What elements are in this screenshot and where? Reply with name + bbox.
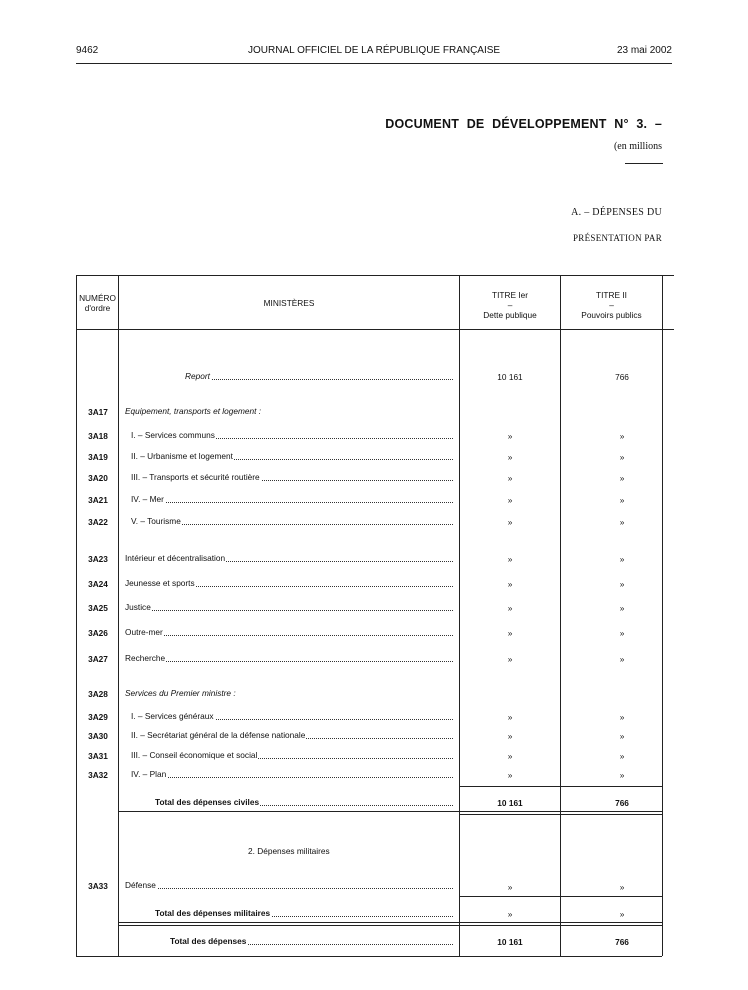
col-header-titre2-line2: – [609, 300, 614, 310]
row-number: 3A27 [88, 654, 108, 664]
total-militaires-label-wrap [155, 908, 453, 919]
titre1-col-border [459, 275, 460, 956]
row-label-text: II. – Secrétariat général de la défense nationale [131, 730, 306, 740]
row-titre1-value: » [507, 473, 513, 483]
row-label [131, 516, 453, 527]
row-label-text: Intérieur et décentralisation [125, 553, 226, 563]
header-rule [76, 63, 672, 64]
publication-date: 23 mai 2002 [616, 45, 672, 56]
total-militaires-label: Total des dépenses militaires [155, 908, 271, 918]
row-number: 3A22 [88, 517, 108, 527]
row-titre1-value: » [507, 517, 513, 527]
row-label [125, 653, 453, 664]
table-top-border [76, 275, 674, 276]
row-titre1-value: » [507, 770, 513, 780]
unit-rule [625, 163, 663, 164]
row-titre2-value: » [619, 579, 625, 589]
total-titre2: 766 [615, 937, 629, 947]
row-titre2-value: » [619, 654, 625, 664]
row-number: 3A32 [88, 770, 108, 780]
row-group-heading [125, 688, 453, 699]
row-label [125, 627, 453, 638]
total-label-wrap [170, 936, 453, 947]
row-label-text: Services du Premier ministre : [125, 688, 236, 698]
defense-titre1: » [507, 882, 513, 892]
row-number: 3A28 [88, 689, 108, 699]
leader-dots [131, 502, 453, 503]
row-label [131, 494, 453, 505]
row-number: 3A33 [88, 881, 108, 891]
leader-dots [131, 777, 453, 778]
row-number: 3A26 [88, 628, 108, 638]
report-row-label [185, 371, 453, 382]
leader-dots [125, 635, 453, 636]
section-rule-1 [118, 811, 662, 812]
col-header-ministeres: MINISTÈRES [263, 298, 315, 308]
leader-dots [125, 661, 453, 662]
row-label [131, 711, 453, 722]
document-title: DOCUMENT DE DÉVELOPPEMENT N° 3. – [385, 117, 662, 131]
num-col-border [118, 275, 119, 956]
row-label-text: Justice [125, 602, 151, 612]
leader-dots [125, 610, 453, 611]
row-label-text: III. – Transports et sécurité routière [131, 472, 260, 482]
section-title: A. – DÉPENSES DU [571, 207, 662, 218]
row-label-text: Outre-mer [125, 627, 163, 637]
row-number: 3A19 [88, 452, 108, 462]
row-titre1-value: » [507, 654, 513, 664]
total-top-rule-2 [118, 925, 662, 926]
row-number: 3A21 [88, 495, 108, 505]
row-titre1-value: » [507, 495, 513, 505]
row-label [131, 769, 453, 780]
row-titre2-value: » [619, 473, 625, 483]
row-label-text: I. – Services communs [131, 430, 215, 440]
report-label: Report [185, 371, 210, 381]
row-titre1-value: » [507, 431, 513, 441]
total-militaires-titre1: » [507, 909, 513, 919]
row-number: 3A29 [88, 712, 108, 722]
titre2-right-border [662, 275, 663, 956]
col-header-titre1-line1: TITRE Ier [492, 290, 528, 300]
total-civiles-titre1: 10 161 [497, 798, 523, 808]
leader-dots [125, 888, 453, 889]
total-label: Total des dépenses [170, 936, 247, 946]
total-civiles-label-wrap [155, 797, 453, 808]
total-titre1: 10 161 [497, 937, 523, 947]
row-label-text: V. – Tourisme [131, 516, 181, 526]
row-label-text: IV. – Plan [131, 769, 167, 779]
row-label [131, 730, 453, 741]
table-header-border [76, 329, 674, 330]
row-titre1-value: » [507, 712, 513, 722]
row-number: 3A25 [88, 603, 108, 613]
row-titre1-value: » [507, 554, 513, 564]
row-label [131, 451, 453, 462]
defense-titre2: » [619, 882, 625, 892]
row-label-text: Recherche [125, 653, 166, 663]
page-number: 9462 [76, 45, 99, 56]
row-titre2-value: » [619, 431, 625, 441]
row-titre2-value: » [619, 751, 625, 761]
row-titre1-value: » [507, 628, 513, 638]
row-titre2-value: » [619, 712, 625, 722]
row-titre1-value: » [507, 603, 513, 613]
row-titre2-value: » [619, 452, 625, 462]
row-label [125, 578, 453, 589]
row-label [131, 472, 453, 483]
total-civiles-label: Total des dépenses civiles [155, 797, 260, 807]
row-label-text: III. – Conseil économique et social [131, 750, 258, 760]
row-titre1-value: » [507, 452, 513, 462]
table-bottom-border [76, 956, 662, 957]
row-number: 3A24 [88, 579, 108, 589]
row-label-text: I. – Services généraux [131, 711, 214, 721]
row-titre2-value: » [619, 603, 625, 613]
row-number: 3A20 [88, 473, 108, 483]
row-label [125, 553, 453, 564]
row-label-text: II. – Urbanisme et logement [131, 451, 233, 461]
total-civiles-titre2: 766 [615, 798, 629, 808]
row-titre2-value: » [619, 628, 625, 638]
row-label [131, 430, 453, 441]
total-top-rule-1 [118, 922, 662, 923]
col-header-num [77, 293, 118, 313]
row-group-heading [125, 406, 453, 417]
row-titre2-value: » [619, 770, 625, 780]
leader-dots [185, 379, 453, 380]
row-number: 3A31 [88, 751, 108, 761]
row-titre1-value: » [507, 731, 513, 741]
total-militaires-titre2: » [619, 909, 625, 919]
unit-note: (en millions [613, 141, 662, 152]
row-titre2-value: » [619, 554, 625, 564]
section-rule-2 [459, 814, 662, 815]
row-titre2-value: » [619, 731, 625, 741]
report-titre2: 766 [615, 372, 629, 382]
row-label-text: IV. – Mer [131, 494, 164, 504]
section-2-title-text: 2. Dépenses militaires [248, 846, 330, 856]
col-header-num-line1: NUMÉRO [79, 293, 116, 303]
total-civiles-top-rule [459, 786, 662, 787]
col-header-titre2 [561, 290, 662, 320]
row-number: 3A30 [88, 731, 108, 741]
defense-label: Défense [125, 880, 156, 890]
col-header-titre2-line3: Pouvoirs publics [581, 310, 642, 320]
col-header-titre1-line2: – [507, 300, 513, 310]
row-number: 3A18 [88, 431, 108, 441]
defense-label-wrap [125, 880, 453, 891]
journal-title: JOURNAL OFFICIEL DE LA RÉPUBLIQUE FRANÇAISE [248, 45, 501, 56]
row-titre1-value: » [507, 579, 513, 589]
row-number: 3A23 [88, 554, 108, 564]
row-number: 3A17 [88, 407, 108, 417]
col-header-titre2-line1: TITRE II [596, 290, 627, 300]
col-header-num-line2: d'ordre [84, 303, 111, 313]
titre2-col-border [560, 275, 561, 956]
row-label [125, 602, 453, 613]
table-left-border [76, 275, 77, 956]
row-label-text: Equipement, transports et logement : [125, 406, 262, 416]
section-subtitle: PRÉSENTATION PAR [572, 233, 662, 243]
row-titre2-value: » [619, 495, 625, 505]
report-titre1: 10 161 [497, 372, 523, 382]
row-label-text: Jeunesse et sports [125, 578, 195, 588]
row-label [131, 750, 453, 761]
total-militaires-top-rule [459, 896, 662, 897]
section-2-title [248, 846, 330, 856]
col-header-titre1-line3: Dette publique [483, 310, 537, 320]
col-header-titre1 [460, 290, 560, 320]
row-titre1-value: » [507, 751, 513, 761]
row-titre2-value: » [619, 517, 625, 527]
